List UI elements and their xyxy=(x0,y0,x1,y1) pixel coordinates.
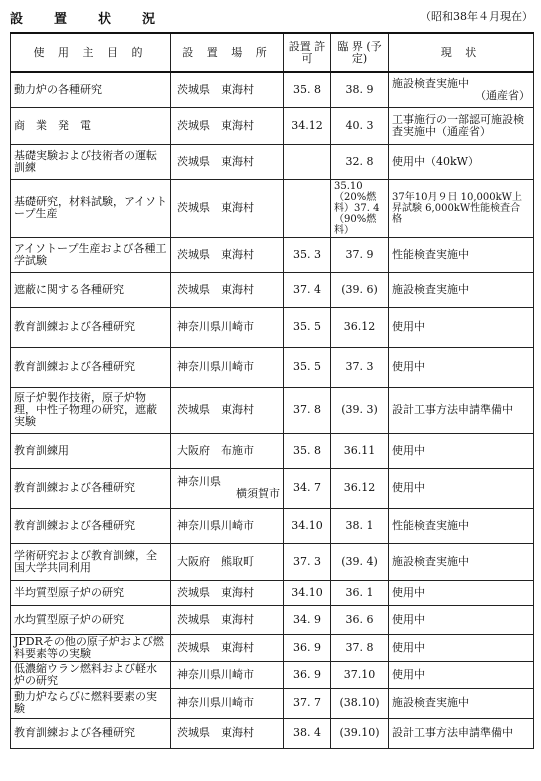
cell-purpose: 半均質型原子炉の研究 xyxy=(11,580,171,605)
cell-permit: 34.10 xyxy=(284,508,331,543)
cell-status: 使用中 xyxy=(389,433,534,468)
cell-purpose: 動力炉の各種研究 xyxy=(11,72,171,107)
table-row xyxy=(11,107,534,144)
cell-status: 使用中（40kW） xyxy=(389,144,534,179)
table-row xyxy=(11,580,534,605)
table-row xyxy=(11,347,534,387)
page-title: 設 置 状 況 xyxy=(10,12,165,27)
table-row xyxy=(11,387,534,433)
table-row xyxy=(11,433,534,468)
cell-location: 茨城県 東海村 xyxy=(171,237,284,272)
cell-status-line2: （通産省） xyxy=(475,88,530,102)
cell-location: 茨城県 東海村 xyxy=(171,72,284,107)
cell-location: 茨城県 東海村 xyxy=(171,179,284,237)
cell-critical: 36. 1 xyxy=(331,580,389,605)
cell-permit: 34. 9 xyxy=(284,605,331,634)
cell-critical: (39. 3) xyxy=(331,387,389,433)
cell-purpose: 商 業 発 電 xyxy=(11,107,171,144)
header-purpose: 使 用 主 目 的 xyxy=(11,33,171,72)
cell-location: 茨城県 東海村 xyxy=(171,580,284,605)
cell-critical: 32. 8 xyxy=(331,144,389,179)
cell-status: 使用中 xyxy=(389,307,534,347)
cell-location: 茨城県 東海村 xyxy=(171,387,284,433)
cell-location: 茨城県 東海村 xyxy=(171,605,284,634)
cell-purpose: 教育訓練用 xyxy=(11,433,171,468)
cell-critical: 37. 8 xyxy=(331,634,389,661)
header-permit: 設置 許可 xyxy=(284,33,331,72)
cell-permit: 34. 7 xyxy=(284,468,331,508)
cell-status: 施設検査実施中 xyxy=(389,543,534,580)
cell-status: 使用中 xyxy=(389,605,534,634)
cell-status: 使用中 xyxy=(389,347,534,387)
cell-status: 使用中 xyxy=(389,634,534,661)
table-row xyxy=(11,634,534,661)
cell-critical: 37.10 xyxy=(331,661,389,688)
cell-status: 使用中 xyxy=(389,661,534,688)
cell-critical: 35.10（20%燃料）37. 4（90%燃料） xyxy=(331,179,389,237)
cell-location: 茨城県 東海村 xyxy=(171,107,284,144)
cell-purpose: 教育訓練および各種研究 xyxy=(11,468,171,508)
cell-status: 設計工事方法申請準備中 xyxy=(389,718,534,748)
cell-permit: 35. 3 xyxy=(284,237,331,272)
table-row xyxy=(11,72,534,107)
cell-location: 神奈川県川崎市 xyxy=(171,688,284,718)
cell-permit: 35. 5 xyxy=(284,347,331,387)
cell-purpose: 教育訓練および各種研究 xyxy=(11,307,171,347)
cell-permit xyxy=(284,144,331,179)
cell-permit: 37. 4 xyxy=(284,272,331,307)
cell-status: 工事施行の一部認可施設検査実施中（通産省） xyxy=(389,107,534,144)
cell-critical: 40. 3 xyxy=(331,107,389,144)
table-row xyxy=(11,543,534,580)
table-row xyxy=(11,179,534,237)
cell-permit: 37. 7 xyxy=(284,688,331,718)
cell-location: 神奈川県川崎市 xyxy=(171,307,284,347)
cell-location: 茨城県 東海村 xyxy=(171,272,284,307)
header-critical: 臨 界 (予定) xyxy=(331,33,389,72)
header-location: 設 置 場 所 xyxy=(171,33,284,72)
cell-critical: 38. 1 xyxy=(331,508,389,543)
cell-status: 施設検査実施中 xyxy=(389,688,534,718)
table-row xyxy=(11,605,534,634)
cell-purpose: 原子炉製作技術，原子炉物理，中性子物理の研究，遮蔽実験 xyxy=(11,387,171,433)
cell-purpose: 水均質型原子炉の研究 xyxy=(11,605,171,634)
cell-purpose: 基礎研究，材料試験，アイソトープ生産 xyxy=(11,179,171,237)
cell-critical: (39. 6) xyxy=(331,272,389,307)
cell-permit: 38. 4 xyxy=(284,718,331,748)
cell-purpose: アイソトープ生産および各種工学試験 xyxy=(11,237,171,272)
cell-location xyxy=(171,468,284,508)
cell-critical: 36. 6 xyxy=(331,605,389,634)
cell-location: 大阪府 熊取町 xyxy=(171,543,284,580)
cell-permit: 35. 8 xyxy=(284,72,331,107)
cell-purpose: 低濃縮ウラン燃料および軽水炉の研究 xyxy=(11,661,171,688)
cell-permit: 37. 3 xyxy=(284,543,331,580)
cell-critical: (39.10) xyxy=(331,718,389,748)
cell-status: 性能検査実施中 xyxy=(389,508,534,543)
cell-permit: 34.10 xyxy=(284,580,331,605)
cell-critical: (38.10) xyxy=(331,688,389,718)
cell-critical: 36.12 xyxy=(331,307,389,347)
cell-location: 茨城県 東海村 xyxy=(171,718,284,748)
table-row xyxy=(11,468,534,508)
cell-critical: (39. 4) xyxy=(331,543,389,580)
cell-purpose: 動力炉ならびに燃料要素の実験 xyxy=(11,688,171,718)
table-row xyxy=(11,508,534,543)
cell-permit: 37. 8 xyxy=(284,387,331,433)
cell-location: 神奈川県川崎市 xyxy=(171,347,284,387)
cell-status: 施設検査実施中 xyxy=(389,272,534,307)
cell-status-line1: 施設検査実施中 xyxy=(392,76,469,90)
cell-permit: 34.12 xyxy=(284,107,331,144)
cell-location: 神奈川県川崎市 xyxy=(171,508,284,543)
cell-status xyxy=(389,72,534,107)
cell-location-line1: 神奈川県 xyxy=(177,475,221,488)
cell-critical: 36.12 xyxy=(331,468,389,508)
table-body xyxy=(11,72,534,748)
cell-status: 性能検査実施中 xyxy=(389,237,534,272)
table-row xyxy=(11,272,534,307)
cell-status: 使用中 xyxy=(389,468,534,508)
cell-purpose: 基礎実験および技術者の運転訓練 xyxy=(11,144,171,179)
cell-critical: 37. 3 xyxy=(331,347,389,387)
cell-purpose: 遮蔽に関する各種研究 xyxy=(11,272,171,307)
cell-location: 神奈川県川崎市 xyxy=(171,661,284,688)
cell-critical: 37. 9 xyxy=(331,237,389,272)
cell-critical: 38. 9 xyxy=(331,72,389,107)
cell-critical: 36.11 xyxy=(331,433,389,468)
cell-permit: 35. 8 xyxy=(284,433,331,468)
cell-purpose: 学術研究および教育訓練，全国大学共同利用 xyxy=(11,543,171,580)
cell-purpose: 教育訓練および各種研究 xyxy=(11,718,171,748)
table-row xyxy=(11,144,534,179)
table-row xyxy=(11,688,534,718)
table-row xyxy=(11,237,534,272)
cell-permit: 36. 9 xyxy=(284,661,331,688)
cell-permit: 36. 9 xyxy=(284,634,331,661)
cell-location: 茨城県 東海村 xyxy=(171,144,284,179)
header-status: 現 状 xyxy=(389,33,534,72)
cell-location-line2: 横須賀市 xyxy=(236,487,280,500)
table-row xyxy=(11,661,534,688)
cell-permit: 35. 5 xyxy=(284,307,331,347)
cell-location: 茨城県 東海村 xyxy=(171,634,284,661)
cell-purpose: 教育訓練および各種研究 xyxy=(11,508,171,543)
cell-permit xyxy=(284,179,331,237)
cell-purpose: 教育訓練および各種研究 xyxy=(11,347,171,387)
cell-status: 37年10月９日 10,000kW上昇試験 6,000kW性能検査合格 xyxy=(389,179,534,237)
header-row xyxy=(11,33,534,72)
cell-status: 使用中 xyxy=(389,580,534,605)
cell-location: 大阪府 布施市 xyxy=(171,433,284,468)
table-row xyxy=(11,718,534,748)
cell-purpose: JPDRその他の原子炉および燃料要素等の実験 xyxy=(11,634,171,661)
table-row xyxy=(11,307,534,347)
cell-status: 設計工事方法申請準備中 xyxy=(389,387,534,433)
reactor-table xyxy=(10,32,534,749)
date-note: （昭和38年４月現在） xyxy=(420,10,533,23)
